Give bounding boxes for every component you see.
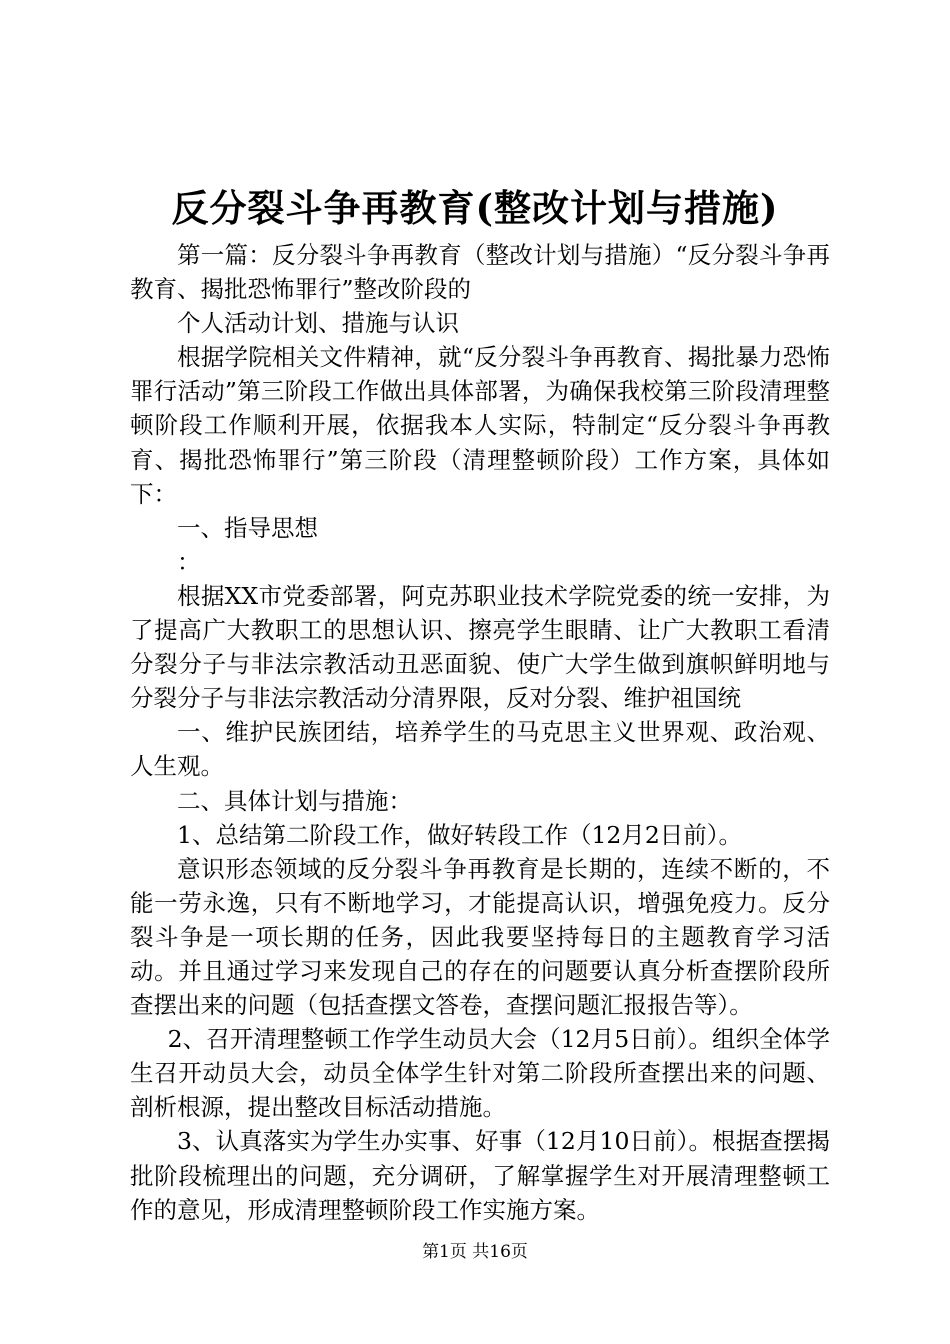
paragraph-subtitle: 个人活动计划、措施与认识 — [177, 309, 459, 338]
heading-specific-plans: 二、具体计划与措施： — [177, 786, 412, 815]
list-item-2: 2、召开清理整顿工作学生动员大会（12月5日前）。组织全体学生召开动员大会，动员全体学生针对第二阶段所查摆出来的问题、剖析根源，提出整改目标活动措施。 — [130, 1025, 830, 1122]
paragraph-ideology-domain: 意识形态领域的反分裂斗争再教育是长期的，连续不断的，不能一劳永逸，只有不断地学习，才能提高认识，增强免疫力。反分裂斗争是一项长期的任务，因此我要坚持每日的主题教育学习活动。并且通过学习来发现自己的存在的问题要认真分析查摆阶段所查摆出来的问题（包括查摆文答卷，查摆问题汇报报告等）。 — [130, 854, 830, 1020]
page-footer: 第1页 共16页 — [422, 1242, 528, 1262]
document-title: 反分裂斗争再教育(整改计划与措施) — [171, 186, 779, 230]
paragraph-deployment: 根据XX市党委部署，阿克苏职业技术学院党委的统一安排，为了提高广大教职工的思想认识、擦亮学生眼睛、让广大教职工看清分裂分子与非法宗教活动丑恶面貌、使广大学生做到旗帜鲜明地与分裂分子与非法宗教活动分清界限，反对分裂、维护祖国统 — [130, 581, 830, 713]
document-body — [130, 238, 830, 1227]
heading-guiding-ideology: 一、指导思想 — [177, 513, 318, 542]
paragraph-unity: 一、维护民族团结，培养学生的马克思主义世界观、政治观、人生观。 — [130, 718, 830, 781]
paragraph-background: 根据学院相关文件精神，就“反分裂斗争再教育、揭批暴力恐怖罪行活动”第三阶段工作做出具体部署，为确保我校第三阶段清理整顿阶段工作顺利开展，依据我本人实际，特制定“反分裂斗争再教育、揭批恐怖罪行”第三阶段（清理整顿阶段）工作方案，具体如下： — [130, 343, 830, 508]
paragraph-colon: ： — [177, 547, 201, 576]
list-item-3: 3、认真落实为学生办实事、好事（12月10日前）。根据查摆揭批阶段梳理出的问题，充分调研，了解掌握学生对开展清理整顿工作的意见，形成清理整顿阶段工作实施方案。 — [130, 1127, 830, 1224]
list-item-1: 1、总结第二阶段工作，做好转段工作（12月2日前）。 — [177, 820, 743, 849]
paragraph-intro: 第一篇：反分裂斗争再教育（整改计划与措施）“反分裂斗争再教育、揭批恐怖罪行”整改阶段的 — [130, 241, 830, 304]
